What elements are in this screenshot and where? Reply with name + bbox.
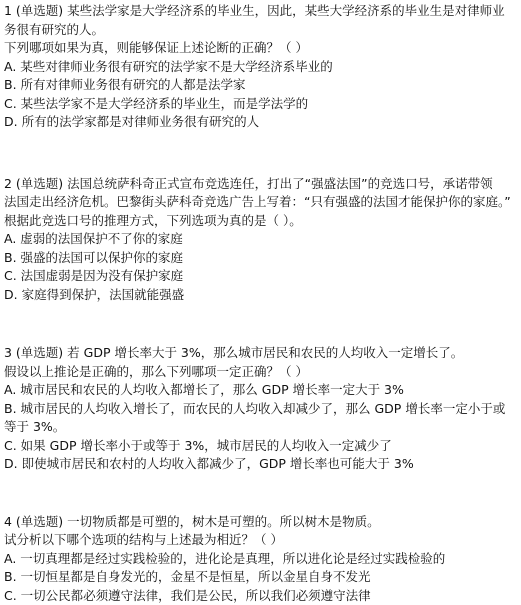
option-b[interactable]: B. 城市居民的人均收入增长了，而农民的人均收入却减少了，那么 GDP 增长率一定小于或 bbox=[4, 400, 518, 419]
option-c[interactable]: C. 如果 GDP 增长率小于或等于 3%，城市居民的人均收入一定减少了 bbox=[4, 437, 518, 456]
question-1 bbox=[4, 2, 518, 132]
question-stem-line: 法国走出经济危机。巴黎街头萨科奇竞选广告上写着：“只有强盛的法国才能保护你的家庭。” bbox=[4, 193, 518, 212]
question-stem-line: 2 (单选题) 法国总统萨科奇正式宣布竞选连任，打出了“强盛法国”的竞选口号，承诺带领 bbox=[4, 175, 518, 194]
option-c[interactable]: C. 法国虚弱是因为没有保护家庭 bbox=[4, 267, 518, 286]
question-stem-line: 3 (单选题) 若 GDP 增长率大于 3%，那么城市居民和农民的人均收入一定增长了。 bbox=[4, 344, 518, 363]
question-document bbox=[4, 2, 518, 605]
option-b[interactable]: B. 所有对律师业务很有研究的人都是法学家 bbox=[4, 76, 518, 95]
option-c[interactable]: C. 一切公民都必须遵守法律，我们是公民，所以我们必须遵守法律 bbox=[4, 587, 518, 605]
option-b-continued[interactable]: 等于 3%。 bbox=[4, 418, 518, 437]
question-prompt: 试分析以下哪个选项的结构与上述最为相近？（ ） bbox=[4, 531, 518, 550]
question-stem-line: 务很有研究的人。 bbox=[4, 21, 518, 40]
option-d[interactable]: D. 家庭得到保护，法国就能强盛 bbox=[4, 286, 518, 305]
question-prompt: 假设以上推论是正确的，那么下列哪项一定正确？（ ） bbox=[4, 363, 518, 382]
question-prompt: 根据此竞选口号的推理方式，下列选项为真的是（ ）。 bbox=[4, 212, 518, 231]
option-b[interactable]: B. 强盛的法国可以保护你的家庭 bbox=[4, 249, 518, 268]
option-a[interactable]: A. 城市居民和农民的人均收入都增长了，那么 GDP 增长率一定大于 3% bbox=[4, 381, 518, 400]
question-stem-line: 4 (单选题) 一切物质都是可塑的，树木是可塑的。所以树木是物质。 bbox=[4, 513, 518, 532]
question-3 bbox=[4, 344, 518, 474]
option-a[interactable]: A. 虚弱的法国保护不了你的家庭 bbox=[4, 230, 518, 249]
option-c[interactable]: C. 某些法学家不是大学经济系的毕业生，而是学法学的 bbox=[4, 95, 518, 114]
question-stem-line: 1 (单选题) 某些法学家是大学经济系的毕业生，因此，某些大学经济系的毕业生是对律师业 bbox=[4, 2, 518, 21]
option-a[interactable]: A. 一切真理都是经过实践检验的，进化论是真理，所以进化论是经过实践检验的 bbox=[4, 550, 518, 569]
question-4 bbox=[4, 513, 518, 605]
option-d[interactable]: D. 所有的法学家都是对律师业务很有研究的人 bbox=[4, 113, 518, 132]
question-2 bbox=[4, 175, 518, 305]
option-d[interactable]: D. 即使城市居民和农村的人均收入都减少了，GDP 增长率也可能大于 3% bbox=[4, 455, 518, 474]
option-a[interactable]: A. 某些对律师业务很有研究的法学家不是大学经济系毕业的 bbox=[4, 58, 518, 77]
option-b[interactable]: B. 一切恒星都是自身发光的，金星不是恒星，所以金星自身不发光 bbox=[4, 568, 518, 587]
question-prompt: 下列哪项如果为真，则能够保证上述论断的正确？（ ） bbox=[4, 39, 518, 58]
